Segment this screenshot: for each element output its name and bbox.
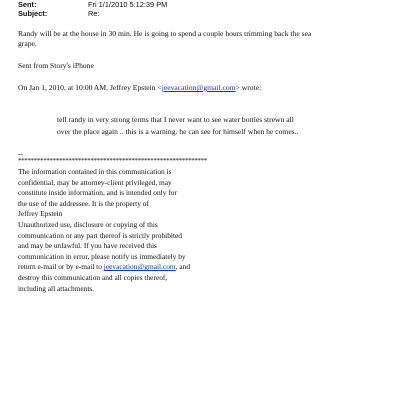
disclaimer-line: the use of the addressee. It is the property of	[18, 198, 149, 208]
quote-intro-after: > wrote:	[235, 83, 262, 92]
disclaimer-line	[18, 262, 190, 273]
message-line-1: Randy will be at the house in 30 min. He is going to spend a couple hours trimming back the sea	[18, 29, 312, 38]
disclaimer-line: Jeffrey Epstein	[18, 209, 63, 219]
separator-dashes: --	[18, 149, 24, 158]
disclaimer-line: including all attachments.	[18, 283, 95, 293]
disclaimer-line: confidential, may be attorney-client privileged, may	[18, 177, 172, 187]
disclaimer-line: The information contained in this communication is	[18, 167, 172, 176]
message-line-2: grape.	[18, 39, 37, 48]
sent-value: Fri 1/1/2010 5:12:39 PM	[88, 0, 168, 9]
disclaimer-text: return e-mail or by e-mail to	[18, 262, 104, 272]
disclaimer-line: Unauthorized use, disclosure or copying of this	[18, 220, 158, 229]
quoted-line-1: tell randy in very strong terms that I never want to see water bottles strewn all	[57, 115, 294, 124]
quote-intro	[18, 83, 261, 93]
subject-row	[18, 9, 100, 18]
sent-from-signature: Sent from Story's iPhone	[18, 61, 94, 70]
quote-email-link[interactable]: jeevacation@gmail.com	[161, 83, 236, 92]
sent-row	[18, 0, 167, 9]
subject-label: Subject:	[18, 9, 48, 18]
disclaimer-line: constitute inside information, and is intended only for	[18, 188, 177, 198]
disclaimer-line: and may be unlawful. If you have received this	[18, 241, 157, 251]
disclaimer-line: communication in error, please notify us immediately by	[18, 251, 186, 261]
disclaimer-line: communication or any part thereof is strictly prohibited	[18, 230, 182, 240]
quoted-line-2: over the place again .. this is a warning. he can see for himself when he comes..	[57, 127, 299, 136]
quote-intro-before: On Jan 1, 2010, at 10:00 AM, Jeffrey Epstein <	[18, 83, 162, 92]
separator-stars: ************************************************************	[18, 157, 208, 165]
sent-label: Sent:	[18, 0, 37, 9]
disclaimer-line: destroy this communication and all copies thereof,	[18, 273, 168, 282]
subject-value: Re:	[88, 9, 100, 18]
disclaimer-text: , and	[175, 262, 191, 272]
disclaimer-email-link[interactable]: jeevacation@gmail.com	[103, 262, 176, 272]
